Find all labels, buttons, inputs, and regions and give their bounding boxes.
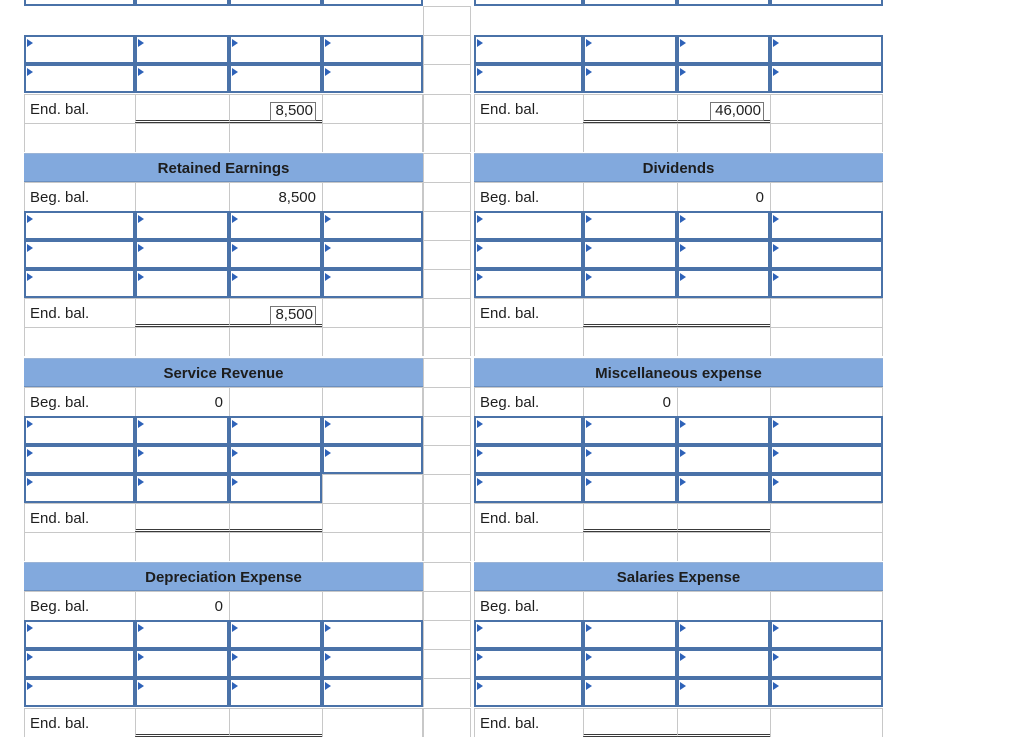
debit-label-input[interactable]	[24, 211, 135, 240]
debit-label-input[interactable]	[474, 474, 583, 503]
empty-cell	[24, 532, 135, 561]
right-credit-label-input[interactable]	[677, 0, 770, 6]
service-revenue-input-row	[24, 474, 423, 503]
credit-end-balance-value: 8,500	[270, 102, 316, 121]
credit-amount-input[interactable]	[770, 416, 883, 445]
credit-amount-input[interactable]	[322, 211, 423, 240]
left-credit-amount-input[interactable]	[322, 35, 423, 64]
debit-amount-input[interactable]	[135, 474, 229, 503]
debit-amount-input[interactable]	[135, 269, 229, 298]
credit-label-input[interactable]	[677, 416, 770, 445]
empty-cell	[423, 503, 471, 532]
empty-cell	[423, 327, 471, 356]
debit-label-input[interactable]	[24, 445, 135, 474]
right-end-balance-row	[474, 94, 883, 123]
empty-cell	[322, 123, 423, 152]
end-balance-label: End. bal.	[24, 503, 135, 532]
debit-amount-input[interactable]	[583, 445, 677, 474]
debit-label-input[interactable]	[24, 240, 135, 269]
end-balance-label: End. bal.	[474, 708, 583, 737]
left-credit-label-input[interactable]	[229, 64, 322, 93]
credit-end-balance	[229, 94, 322, 123]
debit-amount-input[interactable]	[135, 416, 229, 445]
service-revenue-beg-row	[24, 387, 423, 416]
credit-amount-input[interactable]	[322, 620, 423, 649]
debit-amount-input[interactable]	[583, 416, 677, 445]
retained-earnings-beg-balance: 8,500	[229, 182, 322, 211]
right-credit-label-input[interactable]	[677, 64, 770, 93]
empty-cell	[322, 591, 423, 620]
spacer-row	[474, 532, 883, 561]
miscellaneous-expense-input-row	[474, 416, 883, 445]
empty-cell	[770, 298, 883, 327]
right-debit-label-input[interactable]	[474, 35, 583, 64]
right-input-row	[474, 35, 883, 64]
empty-cell	[677, 123, 770, 152]
end-balance-label: End. bal.	[474, 94, 583, 123]
left-end-balance-row	[24, 94, 423, 123]
credit-label-input[interactable]	[677, 445, 770, 474]
beg-balance-label: Beg. bal.	[474, 182, 583, 211]
dividends-input-row	[474, 211, 883, 240]
empty-cell	[322, 94, 423, 123]
right-debit-amount-input[interactable]	[583, 64, 677, 93]
left-credit-label-input[interactable]	[229, 35, 322, 64]
beg-balance-label: Beg. bal.	[24, 182, 135, 211]
right-input-row	[474, 64, 883, 93]
empty-cell	[474, 123, 583, 152]
debit-label-input[interactable]	[474, 620, 583, 649]
empty-cell	[423, 298, 471, 327]
empty-cell	[229, 123, 322, 152]
credit-label-input[interactable]	[229, 649, 322, 678]
credit-end-balance	[229, 708, 322, 737]
debit-amount-input[interactable]	[583, 211, 677, 240]
credit-end-balance	[229, 503, 322, 532]
service-revenue-input-row	[24, 445, 423, 474]
spacer-row	[24, 532, 423, 561]
right-credit-amount-input[interactable]	[770, 0, 883, 6]
empty-cell	[474, 327, 583, 356]
empty-cell	[229, 591, 322, 620]
right-top-end-balance-value: 46,000	[710, 102, 764, 121]
empty-cell	[135, 123, 229, 152]
right-credit-amount-input[interactable]	[770, 64, 883, 93]
beg-balance-label: Beg. bal.	[474, 387, 583, 416]
empty-cell	[677, 327, 770, 356]
debit-label-input[interactable]	[24, 620, 135, 649]
dividends-input-row	[474, 269, 883, 298]
credit-end-balance	[677, 94, 770, 123]
credit-amount-input[interactable]	[322, 678, 423, 707]
debit-end-balance	[135, 298, 229, 327]
depreciation-expense-beg-row	[24, 591, 423, 620]
credit-amount-input[interactable]	[770, 474, 883, 503]
empty-cell	[423, 591, 471, 620]
salaries-expense-beg-row	[474, 591, 883, 620]
empty-cell	[677, 591, 770, 620]
credit-amount-input[interactable]	[770, 240, 883, 269]
credit-label-input[interactable]	[677, 211, 770, 240]
debit-label-input[interactable]	[474, 211, 583, 240]
dividends-beg-balance: 0	[677, 182, 770, 211]
empty-cell	[229, 387, 322, 416]
empty-cell	[770, 532, 883, 561]
empty-cell	[24, 123, 135, 152]
credit-label-input[interactable]	[229, 211, 322, 240]
empty-cell	[423, 240, 471, 269]
service-revenue-end-row	[24, 503, 423, 532]
empty-cell	[423, 269, 471, 298]
beg-balance-label: Beg. bal.	[24, 591, 135, 620]
empty-cell	[423, 153, 471, 182]
spacer-row	[24, 327, 423, 356]
retained-earnings-input-row	[24, 211, 423, 240]
credit-amount-input[interactable]	[770, 620, 883, 649]
debit-amount-input[interactable]	[135, 620, 229, 649]
service-revenue-header: Service Revenue	[24, 358, 423, 387]
credit-label-input[interactable]	[677, 678, 770, 707]
debit-label-input[interactable]	[474, 649, 583, 678]
debit-end-balance	[135, 708, 229, 737]
debit-end-balance	[583, 298, 677, 327]
dividends-input-row	[474, 240, 883, 269]
empty-cell	[770, 708, 883, 737]
right-debit-amount-input[interactable]	[583, 35, 677, 64]
empty-cell	[322, 503, 423, 532]
salaries-expense-end-row	[474, 708, 883, 737]
left-debit-label-input[interactable]	[24, 0, 135, 6]
separator-column	[423, 0, 471, 743]
left-input-row	[24, 35, 423, 64]
credit-label-input[interactable]	[229, 240, 322, 269]
end-balance-label: End. bal.	[474, 503, 583, 532]
empty-cell	[322, 387, 423, 416]
left-debit-amount-input[interactable]	[135, 64, 229, 93]
depreciation-expense-input-row	[24, 649, 423, 678]
empty-cell	[423, 94, 471, 123]
end-balance-label: End. bal.	[474, 298, 583, 327]
right-debit-amount-input[interactable]	[583, 0, 677, 6]
debit-label-input[interactable]	[24, 474, 135, 503]
service-revenue-input-row	[24, 416, 423, 445]
debit-amount-input[interactable]	[583, 240, 677, 269]
left-credit-label-input[interactable]	[229, 0, 322, 6]
debit-amount-input[interactable]	[583, 474, 677, 503]
miscellaneous-expense-header: Miscellaneous expense	[474, 358, 883, 387]
miscellaneous-expense-input-row	[474, 474, 883, 503]
retained-earnings-input-row	[24, 240, 423, 269]
credit-end-balance	[677, 708, 770, 737]
credit-amount-input[interactable]	[770, 445, 883, 474]
debit-amount-input[interactable]	[135, 240, 229, 269]
empty-cell	[322, 182, 423, 211]
miscellaneous-expense-beg-row	[474, 387, 883, 416]
depreciation-expense-beg-balance: 0	[135, 591, 229, 620]
empty-cell	[322, 474, 423, 503]
empty-cell	[322, 298, 423, 327]
end-balance-label: End. bal.	[24, 298, 135, 327]
empty-cell	[583, 182, 677, 211]
left-input-row	[24, 0, 423, 6]
credit-label-input[interactable]	[677, 269, 770, 298]
credit-label-input[interactable]	[229, 678, 322, 707]
credit-label-input[interactable]	[229, 620, 322, 649]
empty-cell	[423, 445, 471, 474]
empty-cell	[135, 327, 229, 356]
dividends-beg-row	[474, 182, 883, 211]
debit-end-balance	[135, 94, 229, 123]
beg-balance-label: Beg. bal.	[474, 591, 583, 620]
right-debit-label-input[interactable]	[474, 64, 583, 93]
credit-end-balance	[677, 298, 770, 327]
credit-amount-input[interactable]	[322, 269, 423, 298]
salaries-expense-header: Salaries Expense	[474, 562, 883, 591]
depreciation-expense-header: Depreciation Expense	[24, 562, 423, 591]
left-debit-amount-input[interactable]	[135, 35, 229, 64]
empty-cell	[770, 387, 883, 416]
left-debit-label-input[interactable]	[24, 35, 135, 64]
empty-cell	[423, 678, 471, 707]
spacer-row	[24, 123, 423, 152]
credit-label-input[interactable]	[229, 474, 322, 503]
debit-amount-input[interactable]	[583, 678, 677, 707]
empty-cell	[423, 387, 471, 416]
empty-cell	[423, 708, 471, 737]
empty-cell	[677, 387, 770, 416]
debit-label-input[interactable]	[24, 678, 135, 707]
empty-cell	[677, 532, 770, 561]
miscellaneous-expense-end-row	[474, 503, 883, 532]
debit-end-balance	[135, 503, 229, 532]
depreciation-expense-input-row	[24, 678, 423, 707]
empty-cell	[474, 532, 583, 561]
empty-cell	[423, 649, 471, 678]
empty-cell	[322, 532, 423, 561]
credit-amount-input[interactable]	[322, 240, 423, 269]
credit-end-balance	[677, 503, 770, 532]
end-balance-label: End. bal.	[24, 708, 135, 737]
credit-amount-input[interactable]	[322, 416, 423, 445]
debit-end-balance	[583, 94, 677, 123]
empty-cell	[423, 532, 471, 561]
credit-label-input[interactable]	[677, 474, 770, 503]
left-input-row	[24, 64, 423, 93]
right-credit-amount-input[interactable]	[770, 35, 883, 64]
debit-amount-input[interactable]	[135, 211, 229, 240]
empty-cell	[229, 532, 322, 561]
debit-label-input[interactable]	[24, 269, 135, 298]
left-debit-amount-input[interactable]	[135, 0, 229, 6]
retained-earnings-end-balance-value: 8,500	[270, 306, 316, 325]
empty-cell	[423, 620, 471, 649]
left-credit-amount-input[interactable]	[322, 64, 423, 93]
salaries-expense-input-row	[474, 678, 883, 707]
empty-cell	[423, 562, 471, 591]
right-credit-label-input[interactable]	[677, 35, 770, 64]
miscellaneous-expense-beg-balance: 0	[583, 387, 677, 416]
empty-cell	[770, 503, 883, 532]
debit-end-balance	[583, 708, 677, 737]
debit-amount-input[interactable]	[135, 649, 229, 678]
credit-amount-input[interactable]	[770, 269, 883, 298]
credit-amount-input[interactable]	[770, 678, 883, 707]
debit-amount-input[interactable]	[135, 678, 229, 707]
dividends-header: Dividends	[474, 153, 883, 182]
end-balance-label: End. bal.	[24, 94, 135, 123]
empty-cell	[583, 327, 677, 356]
debit-amount-input[interactable]	[583, 620, 677, 649]
empty-cell	[770, 182, 883, 211]
right-debit-label-input[interactable]	[474, 0, 583, 6]
empty-cell	[322, 708, 423, 737]
empty-cell	[135, 182, 229, 211]
empty-cell	[423, 35, 471, 64]
empty-cell	[423, 6, 471, 35]
right-input-row	[474, 0, 883, 6]
depreciation-expense-input-row	[24, 620, 423, 649]
empty-cell	[583, 591, 677, 620]
credit-amount-input[interactable]	[770, 649, 883, 678]
debit-label-input[interactable]	[474, 416, 583, 445]
empty-cell	[322, 327, 423, 356]
empty-cell	[770, 94, 883, 123]
credit-amount-input[interactable]	[770, 211, 883, 240]
credit-label-input[interactable]	[677, 649, 770, 678]
salaries-expense-input-row	[474, 649, 883, 678]
salaries-expense-input-row	[474, 620, 883, 649]
credit-label-input[interactable]	[229, 269, 322, 298]
empty-cell	[583, 532, 677, 561]
retained-earnings-beg-row	[24, 182, 423, 211]
empty-cell	[423, 474, 471, 503]
left-debit-label-input[interactable]	[24, 64, 135, 93]
empty-cell	[770, 591, 883, 620]
empty-cell	[423, 64, 471, 93]
debit-label-input[interactable]	[24, 416, 135, 445]
empty-cell	[135, 532, 229, 561]
empty-cell	[229, 327, 322, 356]
credit-label-input[interactable]	[677, 240, 770, 269]
debit-label-input[interactable]	[474, 240, 583, 269]
debit-end-balance	[583, 503, 677, 532]
debit-label-input[interactable]	[474, 678, 583, 707]
credit-label-input[interactable]	[229, 416, 322, 445]
empty-cell	[423, 358, 471, 387]
empty-cell	[770, 123, 883, 152]
empty-cell	[423, 123, 471, 152]
debit-amount-input[interactable]	[583, 269, 677, 298]
retained-earnings-header: Retained Earnings	[24, 153, 423, 182]
debit-label-input[interactable]	[474, 445, 583, 474]
service-revenue-beg-balance: 0	[135, 387, 229, 416]
spacer-row	[474, 123, 883, 152]
empty-cell	[770, 327, 883, 356]
retained-earnings-input-row	[24, 269, 423, 298]
debit-label-input[interactable]	[24, 649, 135, 678]
left-credit-amount-input[interactable]	[322, 0, 423, 6]
empty-cell	[423, 211, 471, 240]
empty-cell	[24, 327, 135, 356]
dividends-end-row	[474, 298, 883, 327]
credit-amount-input[interactable]	[322, 445, 423, 474]
depreciation-expense-end-row	[24, 708, 423, 737]
debit-amount-input[interactable]	[583, 649, 677, 678]
miscellaneous-expense-input-row	[474, 445, 883, 474]
beg-balance-label: Beg. bal.	[24, 387, 135, 416]
debit-amount-input[interactable]	[135, 445, 229, 474]
spacer-row	[474, 327, 883, 356]
credit-end-balance	[229, 298, 322, 327]
empty-cell	[423, 182, 471, 211]
empty-cell	[423, 416, 471, 445]
debit-label-input[interactable]	[474, 269, 583, 298]
empty-cell	[583, 123, 677, 152]
retained-earnings-end-row	[24, 298, 423, 327]
credit-label-input[interactable]	[229, 445, 322, 474]
credit-label-input[interactable]	[677, 620, 770, 649]
credit-amount-input[interactable]	[322, 649, 423, 678]
